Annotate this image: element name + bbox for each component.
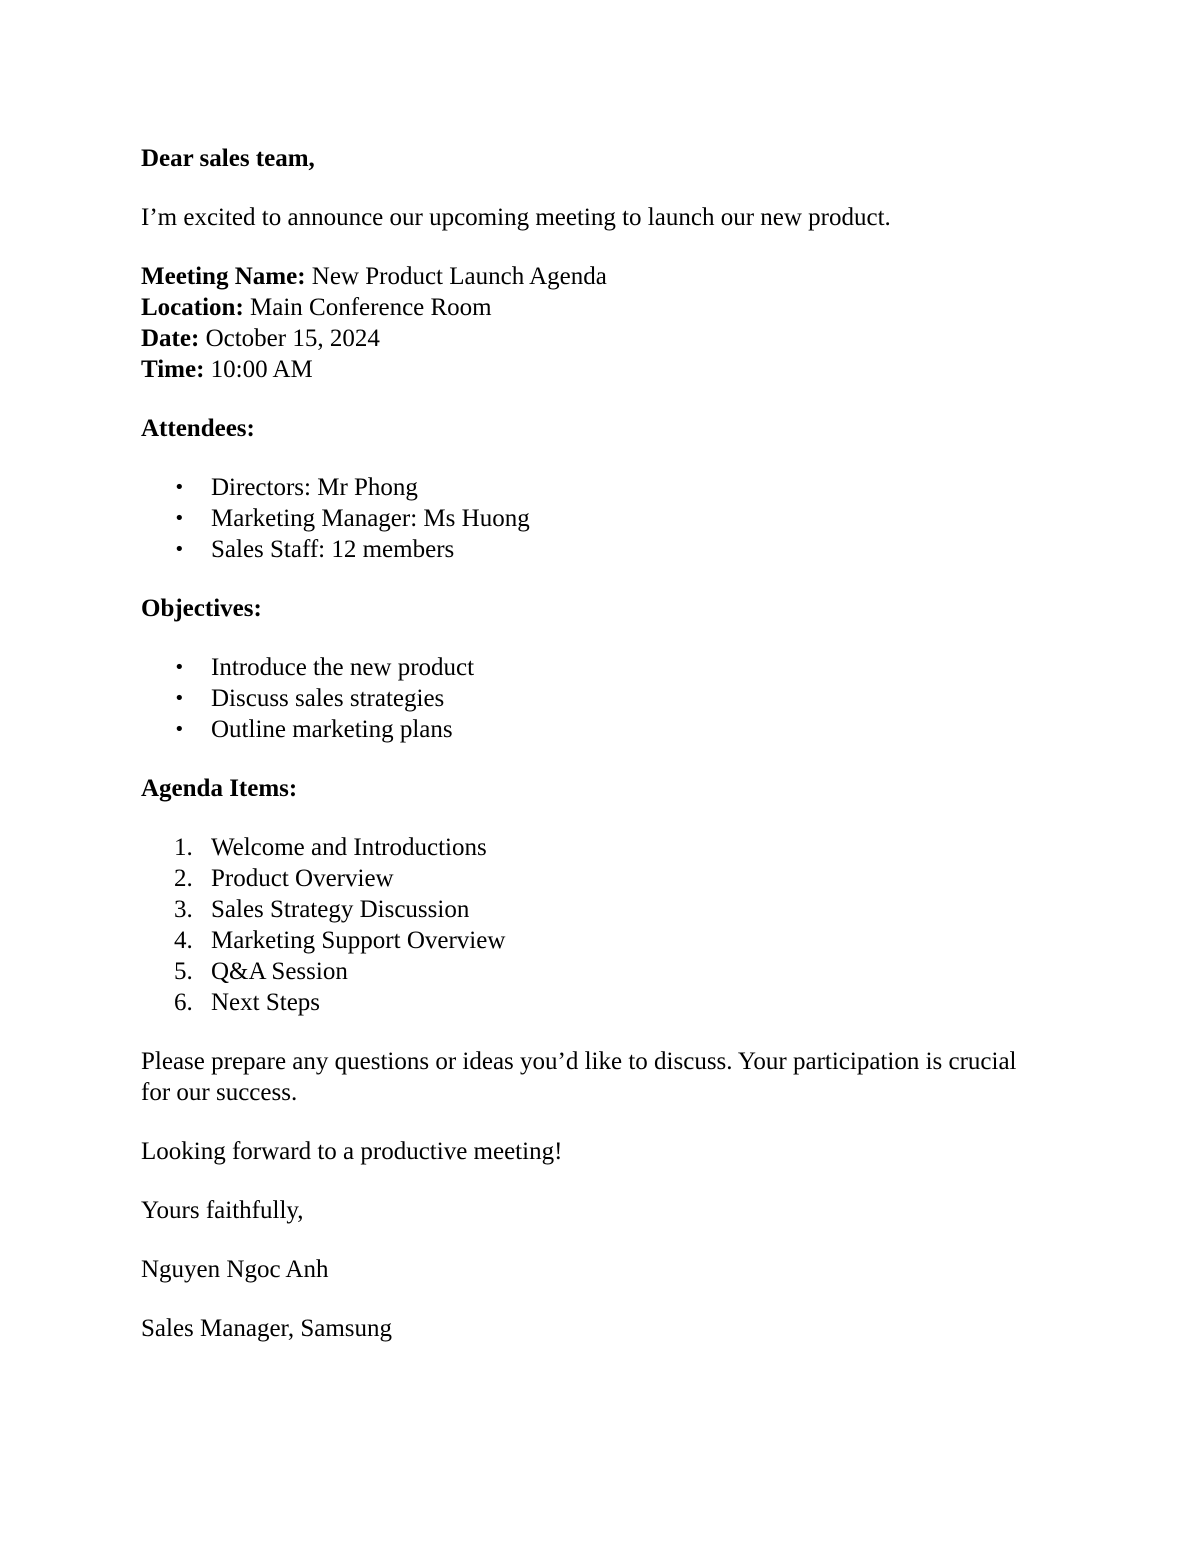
list-number: 5. xyxy=(174,958,193,985)
agenda-heading: Agenda Items: xyxy=(141,775,298,802)
attendees-list xyxy=(141,472,1041,565)
list-item: • Directors: Mr Phong xyxy=(141,472,1041,503)
sign-off: Yours faithfully, xyxy=(141,1197,304,1224)
list-number: 1. xyxy=(174,834,193,861)
detail-value: Main Conference Room xyxy=(250,294,492,321)
list-text: Product Overview xyxy=(211,865,394,892)
list-item: • Sales Staff: 12 members xyxy=(141,534,1041,565)
list-text: Welcome and Introductions xyxy=(211,834,487,861)
list-item: • Introduce the new product xyxy=(141,652,1041,683)
list-text: Next Steps xyxy=(211,989,321,1016)
list-number: 2. xyxy=(174,865,193,892)
detail-value: 10:00 AM xyxy=(210,356,313,383)
detail-label: Location: xyxy=(141,294,244,321)
detail-label: Meeting Name: xyxy=(141,263,306,290)
signer-name: Nguyen Ngoc Anh xyxy=(141,1256,329,1283)
objectives-list xyxy=(141,652,1041,745)
salutation: Dear sales team, xyxy=(141,145,315,172)
list-item xyxy=(141,925,1041,956)
list-item xyxy=(141,832,1041,863)
detail-label: Time: xyxy=(141,356,205,383)
signer-title: Sales Manager, Samsung xyxy=(141,1315,393,1342)
list-text: Sales Strategy Discussion xyxy=(211,896,470,923)
list-number: 4. xyxy=(174,927,193,954)
list-number: 6. xyxy=(174,989,193,1016)
agenda-list xyxy=(141,832,1041,1018)
detail-time xyxy=(141,354,1041,385)
closing-request: Please prepare any questions or ideas you’d like to discuss. Your participation is crucial for our success. xyxy=(141,1048,1017,1106)
detail-label: Date: xyxy=(141,325,200,352)
list-number: 3. xyxy=(174,896,193,923)
list-text: Marketing Support Overview xyxy=(211,927,506,954)
list-text: Q&A Session xyxy=(211,958,348,985)
meeting-details xyxy=(141,261,1041,385)
letter-page xyxy=(141,143,1041,1344)
list-item xyxy=(141,956,1041,987)
list-item xyxy=(141,987,1041,1018)
list-item: • Outline marketing plans xyxy=(141,714,1041,745)
list-item xyxy=(141,863,1041,894)
objectives-heading: Objectives: xyxy=(141,595,262,622)
detail-meeting-name xyxy=(141,261,1041,292)
detail-date xyxy=(141,323,1041,354)
detail-location xyxy=(141,292,1041,323)
list-item: • Marketing Manager: Ms Huong xyxy=(141,503,1041,534)
attendees-heading: Attendees: xyxy=(141,415,255,442)
looking-forward: Looking forward to a productive meeting! xyxy=(141,1138,563,1165)
list-item xyxy=(141,894,1041,925)
detail-value: October 15, 2024 xyxy=(205,325,380,352)
list-item: • Discuss sales strategies xyxy=(141,683,1041,714)
intro-paragraph: I’m excited to announce our upcoming meeting to launch our new product. xyxy=(141,204,891,231)
detail-value: New Product Launch Agenda xyxy=(311,263,607,290)
